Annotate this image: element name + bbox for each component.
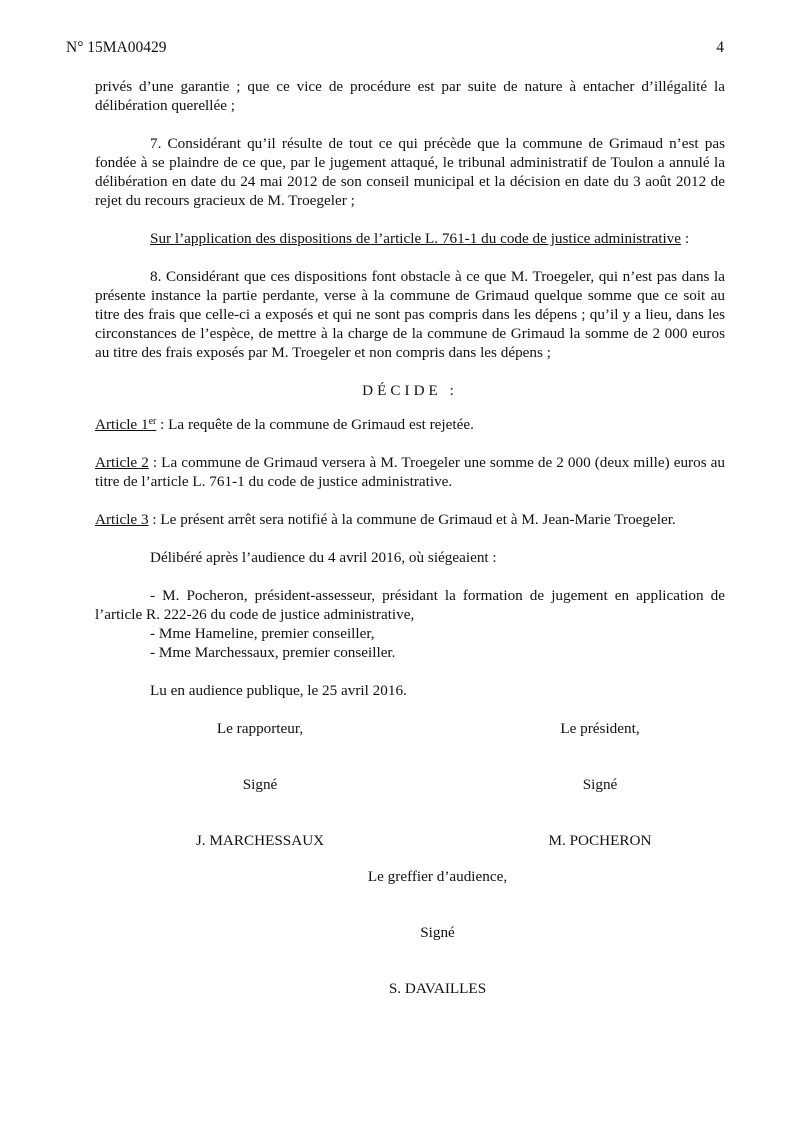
section-heading <box>95 229 725 248</box>
member-3: - Mme Marchessaux, premier conseiller. <box>150 644 396 661</box>
document-body <box>95 77 725 998</box>
article-1-label: Article 1er <box>95 416 157 433</box>
paragraph-6-end: privés d’une garantie ; que ce vice de procédure est par suite de nature à entacher d’illégalité la délibération querellée ; <box>95 78 725 114</box>
signature-signed-row <box>95 775 725 794</box>
member-2: - Mme Hameline, premier conseiller, <box>150 625 375 642</box>
rapporteur-name: J. MARCHESSAUX <box>195 832 325 849</box>
article-2 <box>95 453 725 491</box>
decide-heading: DÉCIDE : <box>362 382 458 399</box>
president-name: M. POCHERON <box>548 832 652 849</box>
article-2-label: Article 2 <box>95 454 149 471</box>
section-heading-text: Sur l’application des dispositions de l’article L. 761-1 du code de justice administrative <box>150 230 682 247</box>
rapporteur-signed: Signé <box>242 776 278 793</box>
page-number: 4 <box>716 39 724 56</box>
paragraph-7: 7. Considérant qu’il résulte de tout ce qui précède que la commune de Grimaud n’est pas fondée à se plaindre de ce que, par le jugement attaqué, le tribunal administratif de Toulon a annulé la délibération en date du 24 mai 2012 de son conseil municipal et la décision en date du 3 août 2012 de rejet du recours gracieux de M. Troegeler ; <box>95 135 725 209</box>
president-signed: Signé <box>582 776 618 793</box>
greffier-signed: Signé <box>420 924 455 941</box>
article-3-label: Article 3 <box>95 511 149 528</box>
deliberation-intro: Délibéré après l’audience du 4 avril 2016, où siégeaient : <box>150 549 497 566</box>
section-heading-colon: : <box>681 230 690 247</box>
case-number: N° 15MA00429 <box>66 39 167 56</box>
article-3 <box>95 510 725 529</box>
member-1: - M. Pocheron, président-assesseur, présidant la formation de jugement en application de l’article R. 222-26 du code de justice administrative, <box>95 587 725 623</box>
signature-titles <box>95 719 725 738</box>
signature-names <box>95 831 725 850</box>
article-1-text: : La requête de la commune de Grimaud est rejetée. <box>156 416 474 433</box>
reading-date: Lu en audience publique, le 25 avril 2016. <box>150 682 407 699</box>
article-3-text: : Le présent arrêt sera notifié à la commune de Grimaud et à M. Jean-Marie Troegeler. <box>148 511 676 528</box>
president-title: Le président, <box>560 720 640 737</box>
paragraph-8: 8. Considérant que ces dispositions font obstacle à ce que M. Troegeler, qui n’est pas dans la présente instance la partie perdante, verse à la commune de Grimaud quelque somme que ce soit au titre des frais que celle-ci a exposés et qui ne sont pas compris dans les dépens ; qu’il y a lieu, dans les circonstances de l’espèce, de mettre à la charge de la commune de Grimaud la somme de 2 000 euros au titre des frais exposés par M. Troegeler et non compris dans les dépens ; <box>95 268 725 361</box>
greffier-title: Le greffier d’audience, <box>367 868 508 885</box>
greffier-name: S. DAVAILLES <box>388 980 487 997</box>
rapporteur-title: Le rapporteur, <box>216 720 304 737</box>
article-2-text: : La commune de Grimaud versera à M. Troegeler une somme de 2 000 (deux mille) euros au titre de l’article L. 761-1 du code de justice administrative. <box>95 454 726 490</box>
article-1 <box>95 415 725 434</box>
